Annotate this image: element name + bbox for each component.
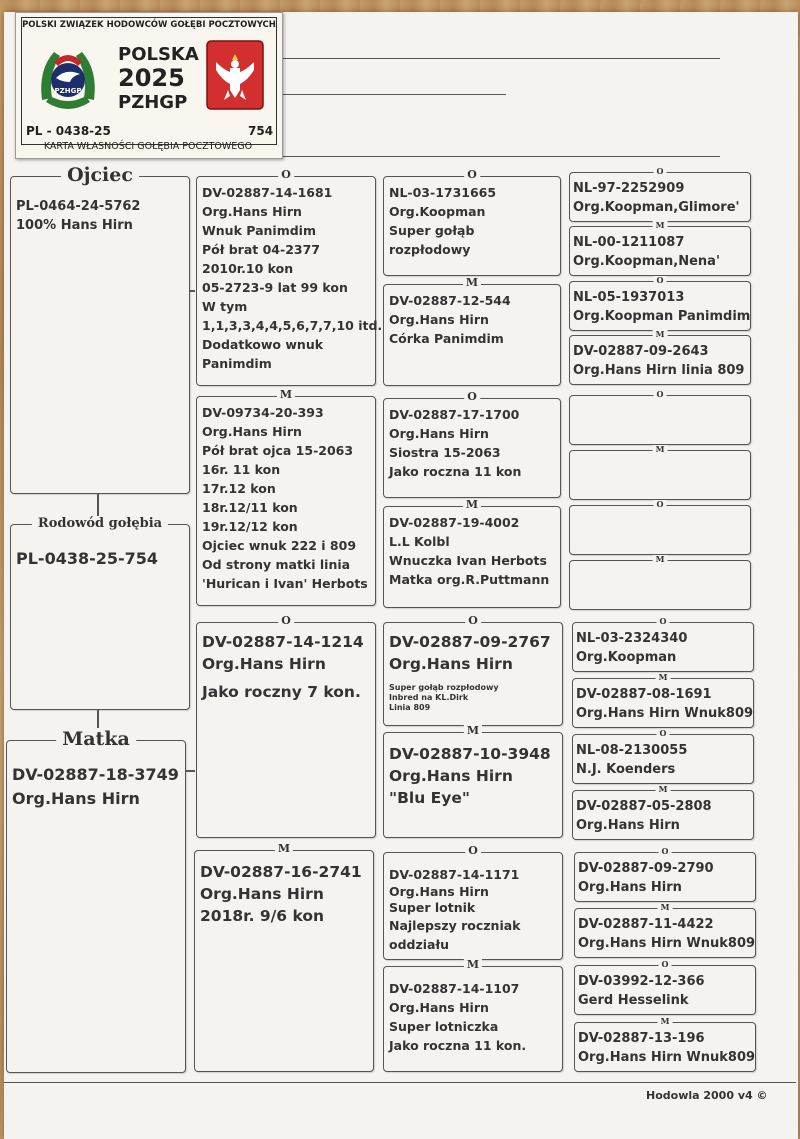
sex-label: O [464,169,480,181]
ancestor-line: 18r.12/11 kon [202,500,298,515]
ancestor-line: NL-03-2324340 [576,631,688,646]
sex-label: O [659,960,672,969]
pzhgp-logo-icon [32,40,104,118]
ancestor-line: rozpłodowy [389,242,471,257]
card-org-name: POLSKI ZWIĄZEK HODOWCÓW GOŁĘBI POCZTOWYCH [22,20,276,30]
ancestor-line: L.L Kolbl [389,534,450,549]
card-year: 2025 [118,64,185,92]
ancestor-line: Jako roczny 7 kon. [202,683,361,701]
ancestor-line: DV-02887-19-4002 [389,515,520,530]
ancestor-line: Org.Koopman [576,650,677,665]
ancestor-box-gen3 [383,168,561,276]
sex-label: M [277,389,295,401]
father-ring: PL-0464-24-5762 [16,199,141,214]
ancestor-line: DV-02887-09-2643 [573,344,709,359]
connector [186,770,195,772]
sex-label: O [464,391,480,403]
ancestor-line: W tym [202,299,248,314]
ancestor-line: DV-03992-12-366 [578,974,705,989]
ancestor-line: DV-02887-14-1214 [202,633,364,651]
ancestor-line: Jako roczna 11 kon. [389,1038,527,1053]
ancestor-line: 16r. 11 kon [202,462,281,477]
ownership-card [15,12,283,159]
sex-label: O [657,729,670,738]
father-owner: 100% Hans Hirn [16,218,133,233]
sex-label: O [659,847,672,856]
ancestor-line: Org.Koopman Panimdim [573,309,751,324]
ancestor-line: DV-02887-14-1107 [389,981,520,996]
card-country: POLSKA [118,44,199,65]
ancestor-box-gen4 [569,329,751,385]
ancestor-line: Od strony matki linia [202,557,351,572]
ancestor-line: oddziału [389,937,450,952]
ancestor-line: DV-09734-20-393 [202,405,324,420]
mother-box [6,728,186,1073]
mother-title: Matka [56,728,136,750]
sex-label: M [464,725,482,737]
ancestor-line: DV-02887-11-4422 [578,917,714,932]
sex-label: O [278,169,294,181]
header-line [282,94,506,95]
ancestor-line: NL-08-2130055 [576,743,688,758]
sex-label: O [465,615,481,627]
ancestor-line: 1,1,3,3,4,4,5,6,7,7,10 itd. [202,318,383,333]
ancestor-line: N.J. Koenders [576,762,676,777]
sex-label: M [653,221,668,230]
ancestor-box-gen4 [572,672,754,728]
sex-label: M [463,499,481,511]
ancestor-box-gen4 [569,444,751,500]
mother-ring: DV-02887-18-3749 [12,765,179,784]
ancestor-box-gen4 [572,728,754,784]
ancestor-line: Pół brat 04-2377 [202,242,320,257]
ancestor-line: Dodatkowo wnuk [202,337,324,352]
ancestor-line: Org.Hans Hirn [202,655,326,673]
ancestor-line: Panimdim [202,356,272,371]
ancestor-line: Gerd Hesselink [578,993,689,1008]
ancestor-line: Matka org.R.Puttmann [389,572,550,587]
pigeon-box [10,516,190,710]
father-box [10,164,190,494]
ancestor-box-gen4 [574,1016,756,1072]
ancestor-line: "Blu Eye" [389,789,470,807]
ancestor-line: DV-02887-17-1700 [389,407,520,422]
ancestor-line: Wnuczka Ivan Herbots [389,553,547,568]
sex-label: M [275,843,293,855]
ancestor-line: Pół brat ojca 15-2063 [202,443,354,458]
ancestor-line: Org.Hans Hirn [389,426,489,441]
father-mother-box [196,388,376,606]
ancestor-line: Org.Hans Hirn [389,1000,489,1015]
ancestor-box-gen3 [383,498,561,608]
father-father-box [196,168,383,386]
sex-label: M [463,277,481,289]
ancestor-line: DV-02887-10-3948 [389,745,551,763]
ancestor-line: Org.Hans Hirn Wnuk809 [576,706,754,721]
ancestor-box-gen4 [569,389,751,445]
ancestor-line: DV-02887-09-2767 [389,633,551,651]
ancestor-box-gen4 [569,275,751,331]
sex-label: M [653,555,668,564]
sex-label: O [654,167,667,176]
ancestor-line: Ojciec wnuk 222 i 809 [202,538,357,553]
card-ring-number: PL - 0438-25 [26,124,111,138]
ancestor-line: Org.Hans Hirn [578,880,682,895]
ancestor-box-gen4 [574,902,756,958]
card-footer: KARTA WŁASNOŚCI GOŁĘBIA POCZTOWEGO [43,141,253,152]
ancestor-line: DV-02887-09-2790 [578,861,714,876]
ancestor-box-gen3 [383,614,563,726]
sex-label: M [656,785,671,794]
ancestor-box-gen4 [572,616,754,672]
sex-label: O [654,500,667,509]
header-line [282,156,720,157]
ancestor-line: 19r.12/12 kon [202,519,298,534]
ancestor-line: Org.Hans Hirn Wnuk809 [578,1050,756,1065]
sex-label: M [653,445,668,454]
mother-father-box [196,614,376,838]
ancestor-note: Linia 809 [389,703,431,712]
ancestor-line: Najlepszy roczniak [389,918,521,933]
polish-eagle-icon [206,40,264,110]
ancestor-line: NL-05-1937013 [573,290,685,305]
ancestor-line: Org.Hans Hirn [389,767,513,785]
ancestor-line: Super lotniczka [389,1019,499,1034]
ancestor-line: 2018r. 9/6 kon [200,907,325,925]
ancestor-box-gen3 [383,390,561,498]
ancestor-line: DV-02887-08-1691 [576,687,712,702]
ancestor-line: DV-02887-05-2808 [576,799,712,814]
ancestor-note: Super gołąb rozpłodowy [389,683,499,692]
sex-label: M [653,330,668,339]
ancestor-line: Org.Hans Hirn [389,655,513,673]
ancestor-box-gen4 [574,846,756,902]
ancestor-line: Org.Hans Hirn [200,885,324,903]
father-title: Ojciec [61,164,139,186]
ancestor-line: DV-02887-14-1681 [202,185,333,200]
ancestor-box-gen3 [383,276,561,386]
sex-label: M [658,1017,673,1026]
ancestor-box-gen4 [572,784,754,840]
ancestor-line: Org.Koopman [389,204,486,219]
ancestor-line: Jako roczna 11 kon [389,464,522,479]
header-line [282,58,720,59]
ancestor-line: DV-02887-13-196 [578,1031,705,1046]
ancestor-box-gen3 [383,958,563,1072]
ancestor-line: NL-97-2252909 [573,181,685,196]
ancestor-line: Super gołąb [389,223,475,238]
ancestor-line: DV-02887-16-2741 [200,863,362,881]
sex-label: M [656,673,671,682]
ancestor-box-gen3 [383,724,563,838]
ancestor-line: 'Hurican i Ivan' Herbots [202,576,368,591]
ancestor-line: Org.Hans Hirn Wnuk809 [578,936,756,951]
ancestor-line: Org.Hans Hirn [202,424,302,439]
pedigree-title: Rodowód gołębia [32,516,168,531]
ancestor-line: Siostra 15-2063 [389,445,501,460]
ancestor-box-gen4 [574,959,756,1015]
ancestor-box-gen4 [569,220,751,276]
ancestor-line: Wnuk Panimdim [202,223,316,238]
sex-label: O [654,390,667,399]
ancestor-line: 05-2723-9 lat 99 kon [202,280,348,295]
ancestor-line: Org.Hans Hirn [389,884,489,899]
sex-label: O [278,615,294,627]
sex-label: M [658,903,673,912]
sex-label: O [654,276,667,285]
ancestor-line: Super lotnik [389,900,476,915]
mother-owner: Org.Hans Hirn [12,789,140,808]
ancestor-line: Córka Panimdim [389,331,504,346]
ancestor-line: Org.Koopman,Nena' [573,254,720,269]
ancestor-line: Org.Hans Hirn [576,818,680,833]
logo-text: PZHGP [54,87,82,95]
ancestor-line: Org.Hans Hirn linia 809 [573,363,745,378]
connector [190,290,195,292]
ancestor-line: DV-02887-14-1171 [389,867,520,882]
card-serial-number: 754 [248,124,274,138]
ancestor-line: Org.Koopman,Glimore' [573,200,740,215]
ancestor-box-gen4 [569,499,751,555]
footer-line [4,1082,796,1083]
mother-mother-box [194,842,374,1072]
ancestor-line: Org.Hans Hirn [202,204,302,219]
software-footer: Hodowla 2000 v4 © [646,1089,768,1102]
ancestor-note: Inbred na KL.Dirk [389,693,469,702]
ancestor-line: DV-02887-12-544 [389,293,511,308]
ancestor-line: 2010r.10 kon [202,261,294,276]
card-abbr: PZHGP [118,92,188,113]
pigeon-ring: PL-0438-25-754 [16,549,159,568]
sex-label: O [465,845,481,857]
ancestor-line: Org.Hans Hirn [389,312,489,327]
sex-label: O [657,617,670,626]
ancestor-line: NL-00-1211087 [573,235,685,250]
ancestor-line: NL-03-1731665 [389,185,497,200]
ancestor-box-gen4 [569,554,751,610]
ancestor-line: 17r.12 kon [202,481,276,496]
sex-label: M [464,959,482,971]
ancestor-box-gen3 [383,844,563,960]
ancestor-box-gen4 [569,166,751,222]
